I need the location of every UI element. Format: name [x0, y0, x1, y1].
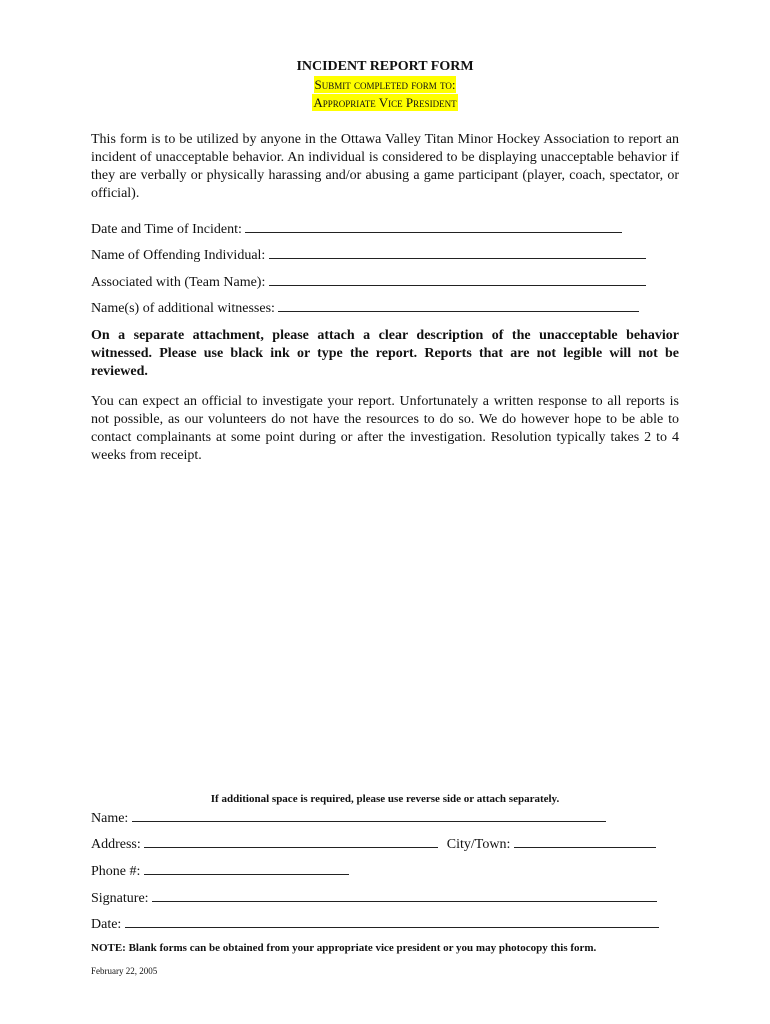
offender-label: Name of Offending Individual: [91, 248, 266, 263]
city-label: City/Town: [446, 837, 511, 852]
witnesses-label: Name(s) of additional witnesses: [91, 301, 275, 316]
team-label: Associated with (Team Name): [91, 275, 266, 290]
title-block [0, 58, 770, 112]
date-label: Date: [91, 917, 122, 932]
name-field [91, 809, 606, 828]
team-line[interactable] [269, 273, 646, 286]
blank-forms-note: NOTE: Blank forms can be obtained from your appropriate vice president or you may photocopy this form. [91, 942, 597, 954]
offender-field [91, 246, 646, 265]
submit-line-1: Submit completed form to: [314, 77, 456, 92]
signature-line[interactable] [152, 889, 657, 902]
intro-paragraph: This form is to be utilized by anyone in the Ottawa Valley Titan Minor Hockey Association to report an incident of unacceptable behavior. An individual is considered to be displaying unacceptable behavior if they are verbally or physically harassing and/or abusing a game participant (player, coach, spectator, or official). [91, 132, 679, 201]
signature-label: Signature: [91, 891, 149, 906]
name-label: Name: [91, 811, 129, 826]
date-time-line[interactable] [245, 220, 622, 233]
witnesses-line[interactable] [278, 299, 639, 312]
attachment-notice: On a separate attachment, please attach a clear description of the unacceptable behavior witnessed. Please use black ink or type the report. Reports that are not legible will not be reviewed. [91, 328, 679, 379]
extra-space-note: If additional space is required, please use reverse side or attach separately. [210, 793, 560, 805]
investigation-paragraph: You can expect an official to investigate your report. Unfortunately a written response to all reports is not possible, as our volunteers do not have the resources to do so. We do however hope to be able to contact complainants at some point during or after the investigation. Resolution typically takes 2 to 4 weeks from receipt. [91, 394, 679, 463]
witnesses-field [91, 299, 639, 318]
submit-line-2: Appropriate Vice President [313, 95, 457, 110]
phone-line[interactable] [144, 862, 349, 875]
team-field [91, 273, 646, 292]
footer-date: February 22, 2005 [91, 966, 158, 976]
phone-field [91, 862, 349, 881]
offender-line[interactable] [269, 246, 646, 259]
phone-label: Phone #: [91, 864, 141, 879]
address-line[interactable] [144, 835, 438, 848]
address-field [91, 835, 656, 854]
date-line[interactable] [125, 915, 659, 928]
date-field [91, 915, 659, 934]
address-label: Address: [91, 837, 141, 852]
date-time-label: Date and Time of Incident: [91, 222, 242, 237]
signature-field [91, 889, 657, 908]
date-time-field [91, 220, 622, 239]
name-line[interactable] [132, 809, 606, 822]
city-line[interactable] [514, 835, 656, 848]
form-title: INCIDENT REPORT FORM [296, 59, 474, 74]
